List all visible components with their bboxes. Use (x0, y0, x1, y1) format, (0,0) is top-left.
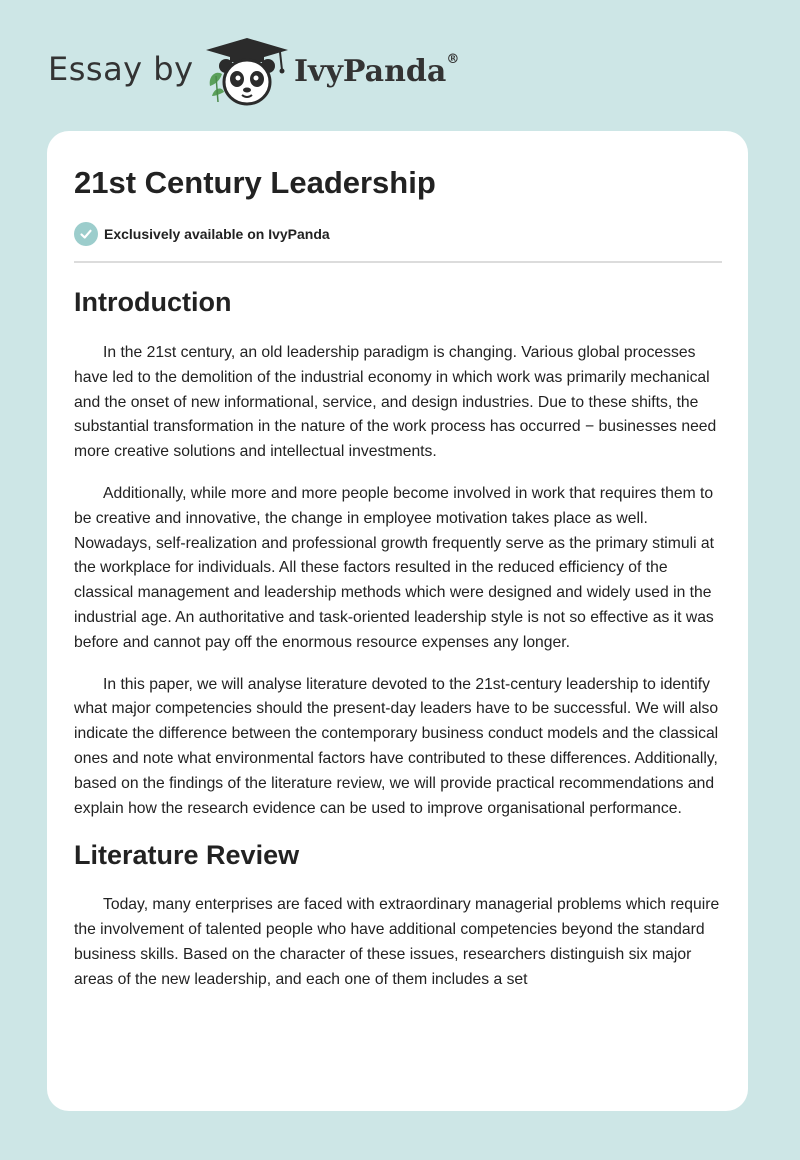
check-icon (74, 222, 98, 246)
page-title: 21st Century Leadership (74, 165, 436, 200)
site-header (48, 36, 548, 108)
title-divider (74, 261, 722, 263)
exclusive-badge (74, 222, 330, 246)
badge-text: Exclusively available on IvyPanda (104, 226, 330, 242)
section-heading-literature-review: Literature Review (74, 840, 300, 871)
paragraph: In the 21st century, an old leadership paradigm is changing. Various global processes have led to the demolition of the industrial economy in which work was primarily mechanical and the onset of new informational, service, and design industries. Due to these shifts, the substantial transformation in the nature of the work process has occurred − businesses need more creative solutions and intellectual investments. (74, 344, 717, 461)
section-heading-introduction: Introduction (74, 287, 232, 317)
paragraph: Additionally, while more and more people become involved in work that requires them to be creative and innovative, the change in employee motivation takes place as well. Nowadays, self-realization and professional growth frequently serve as the primary stimuli at the workplace for individuals. All these factors resulted in the reduced efficiency of the classical management and leadership methods which were designed and widely used in the industrial age. An authoritative and task-oriented leadership style is not so effective as it was before and cannot pay off the enormous resource expenses any longer. (74, 484, 714, 651)
essay-card (47, 131, 748, 1111)
paragraph: Today, many enterprises are faced with extraordinary managerial problems which require the involvement of talented people who have additional competencies beyond the standard business skills. Based on the character of these issues, researchers distinguish six major areas of the new leadership, and each one of them includes a set (74, 896, 720, 988)
brand-prefix: Essay by (48, 50, 194, 88)
paragraph: In this paper, we will analyse literature devoted to the 21st-century leadership to identify what major competencies should the present-day leaders have to be successful. We will also indicate the difference between the contemporary business conduct models and the classical ones and note what environmental factors have contributed to these differences. Additionally, based on the findings of the literature review, we will provide practical recommendations and explain how the research evidence can be used to improve organisational performance. (74, 675, 719, 817)
brand-name[interactable]: IvyPanda® (294, 52, 460, 89)
panda-logo-icon[interactable] (202, 36, 292, 108)
essay-body (74, 281, 722, 993)
registered-mark: ® (446, 52, 460, 67)
